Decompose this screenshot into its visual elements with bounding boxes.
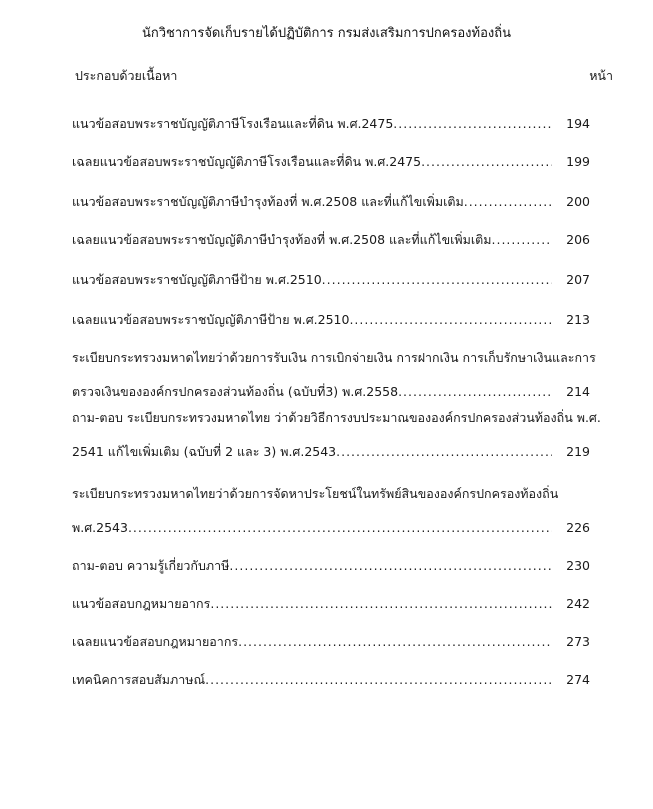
dot-leader (393, 116, 552, 131)
toc-entry-title-line-1: ถาม-ตอบ ระเบียบกระทรวงมหาดไทย ว่าด้วยวิธีการงบประมาณขององค์กรปกครองส่วนท้องถิ่น พ.ศ. (72, 410, 601, 425)
dot-leader (398, 384, 552, 399)
toc-entry-page: 226 (566, 520, 590, 535)
dot-leader (128, 520, 552, 535)
toc-entry-page: 273 (566, 634, 590, 649)
toc-entry-title: แนวข้อสอบพระราชบัญญัติภาษีโรงเรือนและที่ดิน พ.ศ.2475 (72, 116, 394, 131)
toc-entry-page: 200 (566, 194, 590, 209)
toc-entry-title: ถาม-ตอบ ความรู้เกี่ยวกับภาษี (72, 558, 230, 573)
document-title: นักวิชาการจัดเก็บรายได้ปฏิบัติการ กรมส่งเสริมการปกครองท้องถิ่น (141, 26, 512, 41)
dot-leader (229, 558, 552, 573)
toc-entry-page: 206 (566, 232, 590, 247)
toc-entry-page: 274 (566, 672, 590, 687)
dot-leader (464, 194, 552, 209)
toc-entry-title-line-2: พ.ศ.2543 (72, 520, 128, 535)
toc-entry-page: 199 (566, 154, 590, 169)
toc-entry[interactable] (72, 230, 590, 250)
toc-entry[interactable] (72, 192, 590, 212)
toc-entry[interactable] (72, 152, 590, 172)
toc-entry[interactable] (72, 632, 590, 652)
toc-entry[interactable] (72, 348, 596, 402)
toc-entry-title: แนวข้อสอบพระราชบัญญัติภาษีป้าย พ.ศ.2510 (72, 272, 322, 287)
toc-entry-title: แนวข้อสอบกฎหมายอากร (72, 596, 211, 611)
toc-entry[interactable] (72, 310, 590, 330)
toc-entry-page: 194 (566, 116, 590, 131)
dot-leader (238, 634, 552, 649)
toc-entry-page: 219 (566, 444, 590, 459)
toc-entry-page: 230 (566, 558, 590, 573)
dot-leader (492, 232, 552, 247)
toc-entry-title-line-2: 2541 แก้ไขเพิ่มเติม (ฉบับที่ 2 และ 3) พ.ศ.2543 (72, 444, 337, 459)
dot-leader (336, 444, 552, 459)
toc-header (75, 66, 613, 86)
toc-entry[interactable] (72, 556, 590, 576)
toc-entry-title-line-1: ระเบียบกระทรวงมหาดไทยว่าด้วยการรับเงิน การเบิกจ่ายเงิน การฝากเงิน การเก็บรักษาเงินและการ (72, 350, 596, 365)
toc-entry-page: 214 (566, 384, 590, 399)
toc-entry[interactable] (72, 484, 590, 538)
dot-leader (349, 312, 552, 327)
toc-entry-title: เฉลยแนวข้อสอบกฎหมายอากร (72, 634, 239, 649)
toc-entry-title: เทคนิคการสอบสัมภาษณ์ (72, 672, 206, 687)
toc-entry[interactable] (72, 594, 590, 614)
toc-entry-page: 213 (566, 312, 590, 327)
toc-entry[interactable] (72, 408, 601, 462)
dot-leader (210, 596, 552, 611)
toc-entry[interactable] (72, 270, 590, 290)
page-column-label: หน้า (589, 68, 613, 83)
dot-leader (322, 272, 552, 287)
toc-entry-title: เฉลยแนวข้อสอบพระราชบัญญัติภาษีป้าย พ.ศ.2510 (72, 312, 350, 327)
toc-entry-title-line-2: ตรวจเงินขององค์กรปกครองส่วนท้องถิ่น (ฉบับที่3) พ.ศ.2558 (72, 384, 399, 399)
toc-entry-title-line-1: ระเบียบกระทรวงมหาดไทยว่าด้วยการจัดหาประโยชน์ในทรัพย์สินขององค์กรปกครองท้องถิ่น (72, 486, 559, 501)
dot-leader (421, 154, 552, 169)
dot-leader (205, 672, 552, 687)
toc-entry-title: แนวข้อสอบพระราชบัญญัติภาษีบำรุงท้องที่ พ.ศ.2508 และที่แก้ไขเพิ่มเติม (72, 194, 464, 209)
toc-entry-title: เฉลยแนวข้อสอบพระราชบัญญัติภาษีบำรุงท้องที่ พ.ศ.2508 และที่แก้ไขเพิ่มเติม (72, 232, 492, 247)
toc-entry-title: เฉลยแนวข้อสอบพระราชบัญญัติภาษีโรงเรือนและที่ดิน พ.ศ.2475 (72, 154, 422, 169)
toc-entry-page: 242 (566, 596, 590, 611)
toc-entry-page: 207 (566, 272, 590, 287)
contents-label: ประกอบด้วยเนื้อหา (75, 68, 178, 83)
toc-entry[interactable] (72, 670, 590, 690)
toc-entry[interactable] (72, 114, 590, 134)
